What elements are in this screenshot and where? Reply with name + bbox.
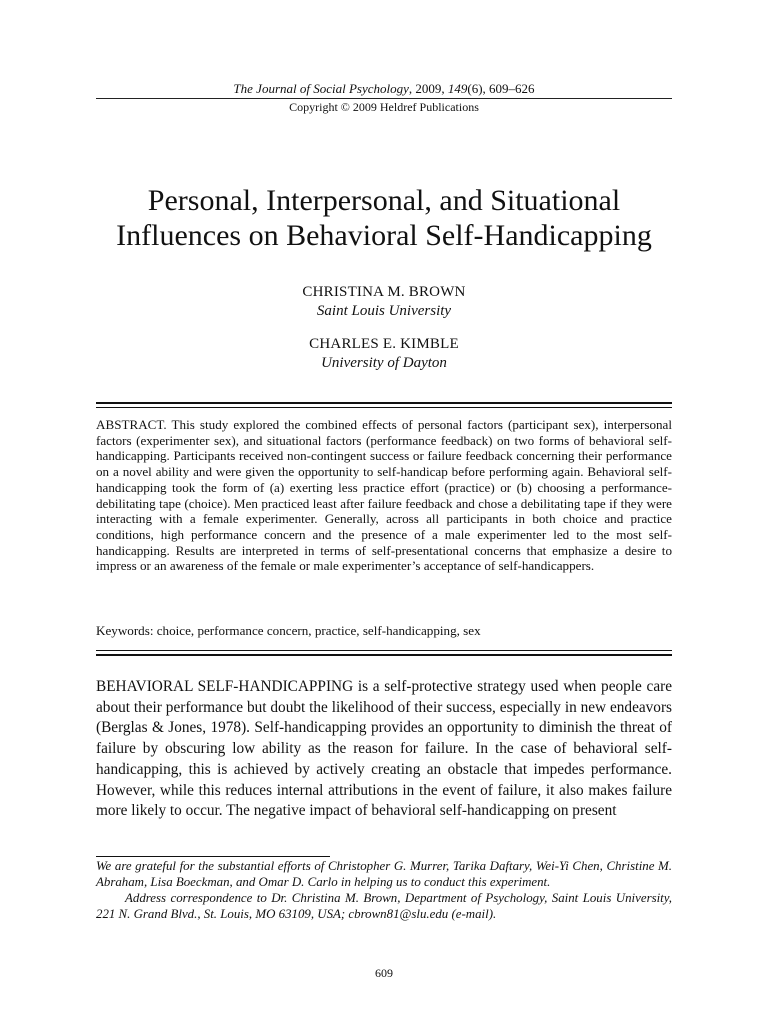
abstract-bottom-rule — [96, 654, 672, 656]
footnote-rule — [96, 856, 330, 857]
copyright-notice: Copyright © 2009 Heldref Publications — [289, 100, 479, 114]
abstract-bottom-rule-thin — [96, 650, 672, 651]
issue-pages: (6), 609–626 — [467, 81, 535, 96]
author-block-2 — [96, 335, 672, 373]
citation-year: , 2009, — [408, 81, 448, 96]
author-name: CHRISTINA M. BROWN — [302, 284, 466, 300]
author-affiliation: University of Dayton — [321, 355, 447, 371]
author-affiliation: Saint Louis University — [316, 303, 452, 319]
author-block-1 — [96, 283, 672, 321]
footnote — [96, 858, 672, 922]
page-number: 609 — [375, 966, 393, 980]
abstract-top-rule-thin — [96, 407, 672, 408]
journal-volume: 149 — [447, 81, 468, 96]
journal-citation — [96, 80, 672, 98]
footnote-address: Address correspondence to Dr. Christina M. Brown, Department of Psychology, Saint Louis University, 221 N. Grand Blvd., St. Louis, MO 63109, USA; cbrown81@slu.edu (e-mail). — [96, 891, 672, 921]
author-name: CHARLES E. KIMBLE — [309, 336, 459, 352]
title-line-2: Influences on Behavioral Self-Handicapping — [116, 219, 652, 252]
title-line-1: Personal, Interpersonal, and Situational — [147, 184, 621, 217]
article-title — [80, 183, 688, 253]
abstract-top-rule — [96, 402, 672, 404]
keywords: Keywords: choice, performance concern, practice, self-handicapping, sex — [96, 623, 481, 638]
abstract-text: ABSTRACT. This study explored the combined effects of personal factors (participant sex), interpersonal factors (experimenter sex), and situational factors (performance feedback) on two forms of behavioral self-handicapping. Participants received non-contingent success or failure feedback concerning their performance on a novel ability and were given the opportunity to self-handicap before performing again. Behavioral self-handicapping took the form of (a) exerting less practice effort (practice) or (b) choosing a performance-debilitating tape (choice). Men practiced least after failure feedback and chose a debilitating tape if they were interacting with a female experimenter. Generally, across all participants in both choice and practice conditions, high performance concern and the presence of a male experimenter led to the most self-handicapping. Results are interpreted in terms of self-presentational concerns that emphasize a desire to impress or an awareness of the female or male experimenter’s acceptance of self-handicappers. — [96, 417, 672, 574]
journal-name: The Journal of Social Psychology — [233, 81, 409, 96]
footnote-acknowledgment: We are grateful for the substantial efforts of Christopher G. Murrer, Tarika Daftary, Wei-Yi Chen, Christine M. Abraham, Lisa Boeckman, and Omar D. Carlo in helping us to conduct this experiment. — [96, 859, 672, 889]
body-paragraph: BEHAVIORAL SELF-HANDICAPPING is a self-protective strategy used when people care about their performance but doubt the likelihood of their success, especially in new endeavors (Berglas & Jones, 1978). Self-handicapping provides an opportunity to diminish the threat of failure by obscuring low ability as the reason for failure. In the case of behavioral self-handicapping, this is achieved by actively creating an obstacle that impedes performance. However, while this reduces internal attributions in the event of failure, it also makes failure more likely to occur. The negative impact of behavioral self-handicapping on present — [96, 678, 672, 820]
